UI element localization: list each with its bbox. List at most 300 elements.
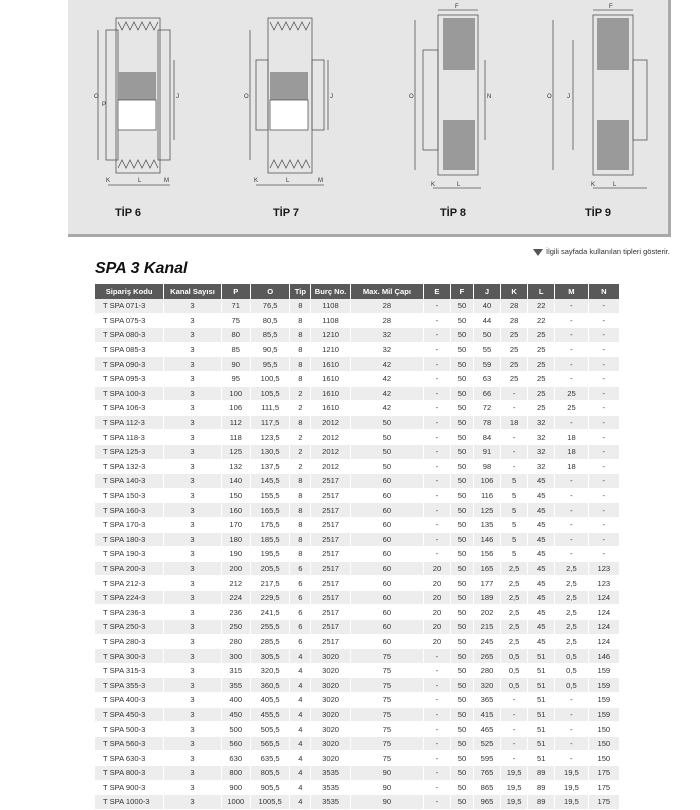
table-cell: - — [423, 430, 450, 445]
table-cell: - — [423, 678, 450, 693]
order-code-cell: T SPA 180-3 — [95, 532, 164, 547]
table-cell: 3020 — [311, 707, 351, 722]
svg-text:M: M — [164, 178, 169, 184]
table-cell: - — [423, 532, 450, 547]
table-cell: 60 — [350, 561, 423, 576]
table-cell: 150 — [221, 488, 250, 503]
table-row — [95, 547, 620, 562]
table-cell: 60 — [350, 620, 423, 635]
table-cell: 150 — [588, 751, 619, 766]
table-cell: 75 — [350, 663, 423, 678]
table-cell: 42 — [350, 401, 423, 416]
svg-text:L: L — [138, 178, 142, 184]
order-code-cell: T SPA 630-3 — [95, 751, 164, 766]
table-cell: 8 — [290, 474, 311, 489]
table-cell: 45 — [528, 532, 555, 547]
table-cell: - — [423, 474, 450, 489]
table-cell: - — [423, 371, 450, 386]
order-code-cell: T SPA 560-3 — [95, 736, 164, 751]
table-cell: 20 — [423, 561, 450, 576]
table-cell: 123 — [588, 576, 619, 591]
table-cell: 2012 — [311, 430, 351, 445]
svg-text:O: O — [409, 94, 414, 100]
table-cell: - — [423, 415, 450, 430]
table-cell: 205,5 — [250, 561, 290, 576]
order-code-cell: T SPA 236-3 — [95, 605, 164, 620]
table-cell: 400 — [221, 693, 250, 708]
table-cell: 150 — [588, 722, 619, 737]
table-row — [95, 649, 620, 664]
order-code-cell: T SPA 300-3 — [95, 649, 164, 664]
header-cell: J — [473, 284, 500, 299]
table-cell: 130,5 — [250, 444, 290, 459]
table-cell: 2,5 — [501, 634, 528, 649]
table-cell: 51 — [528, 736, 555, 751]
table-row — [95, 532, 620, 547]
table-cell: 50 — [451, 371, 474, 386]
table-cell: - — [588, 299, 619, 313]
table-cell: 4 — [290, 707, 311, 722]
table-cell: 6 — [290, 561, 311, 576]
table-cell: 905,5 — [250, 780, 290, 795]
table-row — [95, 736, 620, 751]
table-cell: 2 — [290, 401, 311, 416]
table-cell: 3020 — [311, 678, 351, 693]
table-cell: 28 — [350, 313, 423, 328]
table-cell: 90 — [221, 357, 250, 372]
header-cell: Sipariş Kodu — [95, 284, 164, 299]
table-cell: 3 — [164, 415, 221, 430]
table-cell: - — [588, 547, 619, 562]
table-cell: 89 — [528, 795, 555, 810]
table-cell: 320 — [473, 678, 500, 693]
table-cell: 98 — [473, 459, 500, 474]
order-code-cell: T SPA 071-3 — [95, 299, 164, 313]
table-cell: 140 — [221, 474, 250, 489]
header-cell: M — [555, 284, 588, 299]
table-cell: 42 — [350, 371, 423, 386]
table-cell: 25 — [528, 328, 555, 343]
table-cell: 25 — [528, 401, 555, 416]
tip-9-diagram — [543, 0, 653, 200]
table-cell: 900 — [221, 780, 250, 795]
table-cell: - — [555, 503, 588, 518]
table-cell: - — [555, 707, 588, 722]
table-cell: 18 — [555, 444, 588, 459]
table-cell: 3020 — [311, 722, 351, 737]
svg-text:L: L — [286, 178, 290, 184]
table-cell: 50 — [451, 532, 474, 547]
table-cell: 18 — [555, 459, 588, 474]
table-cell: 25 — [528, 342, 555, 357]
table-cell: - — [423, 357, 450, 372]
table-cell: 28 — [350, 299, 423, 313]
table-cell: 106 — [221, 401, 250, 416]
table-cell: 280 — [221, 634, 250, 649]
table-cell: 22 — [528, 299, 555, 313]
table-cell: 305,5 — [250, 649, 290, 664]
table-cell: - — [588, 517, 619, 532]
table-cell: 25 — [501, 357, 528, 372]
table-cell: 1108 — [311, 313, 351, 328]
table-cell: 50 — [473, 328, 500, 343]
table-cell: 50 — [451, 590, 474, 605]
table-cell: 3 — [164, 663, 221, 678]
table-cell: 45 — [528, 503, 555, 518]
table-cell: 160 — [221, 503, 250, 518]
table-cell: 3 — [164, 736, 221, 751]
table-cell: - — [555, 371, 588, 386]
table-cell: 123,5 — [250, 430, 290, 445]
table-title: SPA 3 Kanal — [95, 260, 188, 277]
table-cell: 50 — [451, 299, 474, 313]
table-cell: 0,5 — [501, 649, 528, 664]
order-code-cell: T SPA 090-3 — [95, 357, 164, 372]
table-cell: 285,5 — [250, 634, 290, 649]
table-cell: 50 — [451, 503, 474, 518]
table-cell: 19,5 — [501, 795, 528, 810]
svg-text:L: L — [613, 182, 617, 188]
table-header-row — [95, 284, 620, 299]
table-cell: 137,5 — [250, 459, 290, 474]
table-cell: - — [588, 357, 619, 372]
table-cell: 18 — [501, 415, 528, 430]
table-cell: 100 — [221, 386, 250, 401]
table-cell: 28 — [501, 313, 528, 328]
table-cell: 2,5 — [555, 590, 588, 605]
table-cell: 8 — [290, 488, 311, 503]
table-cell: 28 — [501, 299, 528, 313]
header-cell: P — [221, 284, 250, 299]
table-cell: 2517 — [311, 488, 351, 503]
table-cell: 50 — [451, 722, 474, 737]
table-cell: - — [423, 444, 450, 459]
table-cell: - — [588, 430, 619, 445]
table-cell: 5 — [501, 474, 528, 489]
table-cell: 50 — [451, 474, 474, 489]
table-cell: 50 — [451, 663, 474, 678]
order-code-cell: T SPA 1000-3 — [95, 795, 164, 810]
table-cell: 50 — [350, 415, 423, 430]
order-code-cell: T SPA 900-3 — [95, 780, 164, 795]
table-cell: 3 — [164, 722, 221, 737]
table-cell: 229,5 — [250, 590, 290, 605]
svg-text:O: O — [244, 94, 249, 100]
table-cell: 865 — [473, 780, 500, 795]
table-cell: 245 — [473, 634, 500, 649]
table-cell: 965 — [473, 795, 500, 810]
table-cell: 2,5 — [501, 576, 528, 591]
table-cell: 3 — [164, 780, 221, 795]
table-cell: 75 — [350, 707, 423, 722]
order-code-cell: T SPA 212-3 — [95, 576, 164, 591]
table-cell: 2012 — [311, 415, 351, 430]
table-cell: 45 — [528, 576, 555, 591]
table-cell: 3 — [164, 795, 221, 810]
table-cell: - — [555, 299, 588, 313]
table-cell: 60 — [350, 576, 423, 591]
table-cell: 124 — [588, 605, 619, 620]
table-cell: - — [423, 751, 450, 766]
order-code-cell: T SPA 080-3 — [95, 328, 164, 343]
table-row — [95, 299, 620, 313]
table-cell: 1610 — [311, 357, 351, 372]
table-cell: 4 — [290, 663, 311, 678]
table-cell: 50 — [451, 649, 474, 664]
table-cell: - — [423, 299, 450, 313]
table-cell: 4 — [290, 736, 311, 751]
table-cell: 50 — [451, 678, 474, 693]
table-cell: - — [423, 386, 450, 401]
table-cell: 100,5 — [250, 371, 290, 386]
table-cell: 116 — [473, 488, 500, 503]
table-cell: 50 — [451, 751, 474, 766]
table-cell: 25 — [528, 371, 555, 386]
table-cell: 2,5 — [555, 634, 588, 649]
table-cell: 50 — [451, 547, 474, 562]
table-row — [95, 474, 620, 489]
table-cell: 20 — [423, 605, 450, 620]
table-cell: 25 — [501, 328, 528, 343]
order-code-cell: T SPA 075-3 — [95, 313, 164, 328]
table-cell: 50 — [451, 605, 474, 620]
table-cell: - — [555, 693, 588, 708]
table-cell: 3 — [164, 357, 221, 372]
table-cell: 5 — [501, 547, 528, 562]
table-cell: - — [423, 459, 450, 474]
table-cell: 59 — [473, 357, 500, 372]
table-cell: 50 — [451, 620, 474, 635]
table-cell: 500 — [221, 722, 250, 737]
order-code-cell: T SPA 118-3 — [95, 430, 164, 445]
table-cell: 3 — [164, 620, 221, 635]
table-cell: 45 — [528, 517, 555, 532]
order-code-cell: T SPA 140-3 — [95, 474, 164, 489]
table-cell: 42 — [350, 357, 423, 372]
svg-text:K: K — [431, 182, 436, 188]
table-cell: 3 — [164, 503, 221, 518]
table-cell: 89 — [528, 780, 555, 795]
table-cell: 0,5 — [555, 678, 588, 693]
table-cell: 105,5 — [250, 386, 290, 401]
table-cell: 20 — [423, 620, 450, 635]
table-cell: 175 — [588, 780, 619, 795]
table-row — [95, 766, 620, 781]
table-cell: 3 — [164, 707, 221, 722]
table-cell: 80 — [221, 328, 250, 343]
table-cell: 60 — [350, 532, 423, 547]
table-cell: 50 — [451, 795, 474, 810]
table-cell: - — [555, 736, 588, 751]
table-cell: 32 — [350, 342, 423, 357]
table-row — [95, 488, 620, 503]
table-cell: 95 — [221, 371, 250, 386]
order-code-cell: T SPA 095-3 — [95, 371, 164, 386]
table-cell: 200 — [221, 561, 250, 576]
svg-text:K: K — [591, 182, 596, 188]
table-cell: 45 — [528, 590, 555, 605]
table-cell: 265 — [473, 649, 500, 664]
table-cell: 90 — [350, 780, 423, 795]
table-cell: 595 — [473, 751, 500, 766]
table-cell: 4 — [290, 751, 311, 766]
table-cell: 2 — [290, 459, 311, 474]
table-cell: 76,5 — [250, 299, 290, 313]
table-cell: 75 — [350, 678, 423, 693]
table-cell: 3 — [164, 693, 221, 708]
table-cell: - — [501, 722, 528, 737]
table-cell: 3 — [164, 766, 221, 781]
svg-text:M: M — [318, 178, 323, 184]
table-cell: 189 — [473, 590, 500, 605]
table-cell: 32 — [528, 430, 555, 445]
table-cell: - — [555, 328, 588, 343]
table-cell: - — [423, 488, 450, 503]
table-cell: 170 — [221, 517, 250, 532]
table-cell: 2 — [290, 386, 311, 401]
table-cell: 159 — [588, 663, 619, 678]
table-cell: 125 — [221, 444, 250, 459]
table-cell: 3 — [164, 328, 221, 343]
order-code-cell: T SPA 224-3 — [95, 590, 164, 605]
table-cell: 315 — [221, 663, 250, 678]
order-code-cell: T SPA 500-3 — [95, 722, 164, 737]
table-cell: 19,5 — [501, 766, 528, 781]
table-cell: 44 — [473, 313, 500, 328]
table-cell: 6 — [290, 605, 311, 620]
table-cell: 3 — [164, 488, 221, 503]
table-cell: 50 — [451, 634, 474, 649]
table-cell: 25 — [528, 357, 555, 372]
table-cell: 3 — [164, 649, 221, 664]
order-code-cell: T SPA 100-3 — [95, 386, 164, 401]
table-cell: 60 — [350, 590, 423, 605]
table-cell: - — [423, 663, 450, 678]
table-cell: - — [423, 722, 450, 737]
table-cell: 0,5 — [501, 678, 528, 693]
table-cell: 18 — [555, 430, 588, 445]
table-cell: - — [555, 357, 588, 372]
table-cell: 50 — [451, 517, 474, 532]
table-cell: - — [501, 386, 528, 401]
table-cell: - — [501, 444, 528, 459]
order-code-cell: T SPA 355-3 — [95, 678, 164, 693]
table-cell: 50 — [451, 693, 474, 708]
order-code-cell: T SPA 250-3 — [95, 620, 164, 635]
table-cell: 50 — [451, 401, 474, 416]
table-cell: 8 — [290, 313, 311, 328]
table-row — [95, 693, 620, 708]
table-cell: 20 — [423, 634, 450, 649]
table-cell: 50 — [451, 342, 474, 357]
table-row — [95, 401, 620, 416]
header-cell: Burç No. — [311, 284, 351, 299]
table-cell: 3 — [164, 517, 221, 532]
table-cell: - — [588, 328, 619, 343]
table-cell: - — [588, 313, 619, 328]
table-row — [95, 342, 620, 357]
table-cell: 60 — [350, 488, 423, 503]
table-cell: 51 — [528, 751, 555, 766]
header-cell: N — [588, 284, 619, 299]
table-cell: 320,5 — [250, 663, 290, 678]
table-cell: - — [588, 415, 619, 430]
table-cell: 124 — [588, 620, 619, 635]
table-cell: 177 — [473, 576, 500, 591]
table-cell: 3 — [164, 561, 221, 576]
table-cell: 0,5 — [501, 663, 528, 678]
table-cell: - — [588, 342, 619, 357]
table-cell: 217,5 — [250, 576, 290, 591]
table-cell: 60 — [350, 503, 423, 518]
tip-8-label: TİP 8 — [439, 207, 467, 219]
table-cell: 20 — [423, 590, 450, 605]
table-cell: 45 — [528, 605, 555, 620]
order-code-cell: T SPA 190-3 — [95, 547, 164, 562]
table-cell: 19,5 — [555, 795, 588, 810]
table-cell: - — [588, 386, 619, 401]
tip-8-diagram — [403, 0, 513, 200]
header-cell: Tip — [290, 284, 311, 299]
table-cell: 45 — [528, 634, 555, 649]
table-body — [95, 299, 620, 809]
table-cell: 8 — [290, 532, 311, 547]
table-cell: 3 — [164, 576, 221, 591]
table-cell: - — [423, 693, 450, 708]
tip-7-label: TİP 7 — [272, 207, 300, 219]
table-cell: 91 — [473, 444, 500, 459]
table-cell: 2517 — [311, 590, 351, 605]
table-cell: 2,5 — [555, 576, 588, 591]
spec-table — [95, 284, 620, 810]
table-cell: 450 — [221, 707, 250, 722]
table-cell: 60 — [350, 634, 423, 649]
svg-text:F: F — [455, 4, 459, 10]
table-cell: 175 — [588, 795, 619, 810]
table-cell: 124 — [588, 590, 619, 605]
table-cell: - — [423, 795, 450, 810]
table-cell: 150 — [588, 736, 619, 751]
table-cell: - — [588, 444, 619, 459]
table-cell: - — [555, 547, 588, 562]
table-cell: 106 — [473, 474, 500, 489]
table-row — [95, 357, 620, 372]
table-cell: 50 — [350, 459, 423, 474]
table-cell: 50 — [451, 766, 474, 781]
table-cell: 5 — [501, 517, 528, 532]
table-cell: 45 — [528, 547, 555, 562]
table-row — [95, 663, 620, 678]
table-cell: 3020 — [311, 751, 351, 766]
table-cell: - — [588, 459, 619, 474]
table-cell: 8 — [290, 342, 311, 357]
table-cell: 255,5 — [250, 620, 290, 635]
table-cell: 2,5 — [501, 620, 528, 635]
table-cell: 51 — [528, 649, 555, 664]
table-cell: 32 — [528, 415, 555, 430]
table-cell: 2517 — [311, 547, 351, 562]
table-cell: 19,5 — [555, 766, 588, 781]
table-cell: 89 — [528, 766, 555, 781]
table-cell: 560 — [221, 736, 250, 751]
table-cell: 5 — [501, 532, 528, 547]
table-cell: 1610 — [311, 371, 351, 386]
table-cell: 3 — [164, 299, 221, 313]
table-cell: 805,5 — [250, 766, 290, 781]
table-cell: 123 — [588, 561, 619, 576]
order-code-cell: T SPA 170-3 — [95, 517, 164, 532]
table-cell: 90 — [350, 795, 423, 810]
